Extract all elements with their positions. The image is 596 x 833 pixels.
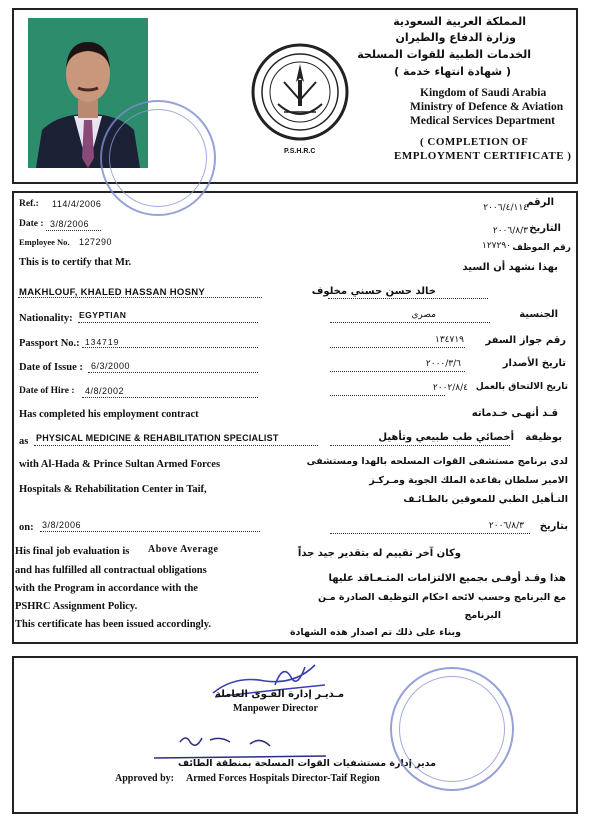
header-ar-line-1: المملكة العربية السعودية [393, 15, 526, 28]
ar-employee-label: رقم الموظف [512, 243, 571, 253]
evaluation-label: His final job evaluation is [15, 546, 130, 557]
ar-completed: قـد أنهـى خـدماته [471, 408, 558, 419]
ar-on-dots [330, 533, 530, 534]
name-dots [18, 297, 262, 298]
passport-value: 134719 [85, 337, 120, 347]
obligations-line-4: This certificate has been issued accordingly. [15, 619, 211, 630]
ar-program-1: لدى برنامج مستشفى القوات المسلحه بالهدا ومستشفى [306, 456, 568, 467]
ar-passport-dots [330, 347, 465, 348]
employee-no-value: 127290 [79, 237, 113, 247]
ar-program-3: التـأهيل الطبي للمعوقين بالطـائـف [403, 494, 568, 505]
pshrc-logo [248, 42, 352, 154]
position-dots [34, 445, 318, 446]
hospital-director-en: Armed Forces Hospitals Director-Taif Region [186, 773, 380, 784]
certify-text: This is to certify that Mr. [19, 257, 132, 268]
hire-value: 4/8/2002 [85, 386, 125, 396]
ar-issue-value: ٢٠٠٠/٣/٦ [425, 359, 461, 369]
ar-ref-value: ٢٠٠٦/٤/١١٤ [483, 203, 528, 213]
issue-dots [88, 372, 258, 373]
obligations-line-1: and has fulfilled all contractual obligations [15, 565, 207, 576]
ar-program-2: الامير سلطان بقاعدة الملك الجوية ومـركـز [369, 475, 568, 486]
header-en-line-2: Ministry of Defence & Aviation [410, 101, 564, 113]
approved-by-label: Approved by: [115, 773, 174, 784]
obligations-line-2: with the Program in accordance with the [15, 583, 198, 594]
header-en-line-5: EMPLOYMENT CERTIFICATE ) [394, 150, 572, 162]
header-en-line-1: Kingdom of Saudi Arabia [420, 87, 547, 99]
ar-date-label: التاريخ [529, 223, 561, 234]
ar-nationality-value: مصري [411, 310, 436, 320]
logo-caption: P.S.H.R.C [284, 148, 316, 155]
ar-job-value: أخصائي طب طبيعي وتأهيل [378, 432, 514, 443]
ar-obligations-3: البرنامج [464, 610, 501, 621]
passport-dots [82, 347, 258, 348]
evaluation-value: Above Average [148, 544, 219, 555]
hospital-line-2: Hospitals & Rehabilitation Center in Taif, [19, 484, 207, 495]
date-label: Date : [19, 219, 44, 229]
as-label: as [19, 436, 29, 447]
header-ar-line-4: ( شهادة انتهاء خدمة ) [394, 65, 511, 78]
ar-on-value: ٢٠٠٦/٨/٣ [488, 521, 524, 531]
passport-label: Passport No.: [19, 338, 80, 349]
ar-ref-label: الرقم [526, 197, 554, 208]
header-en-line-3: Medical Services Department [410, 115, 555, 127]
ref-label: Ref.: [19, 199, 39, 209]
obligations-line-3: PSHRC Assignment Policy. [15, 601, 138, 612]
name-en: MAKHLOUF, KHALED HASSAN HOSNY [19, 287, 206, 298]
on-label: on: [19, 522, 34, 533]
ar-employee-value: ١٢٧٢٩٠ [481, 241, 511, 251]
ar-passport-label: رقم جواز السفر [485, 335, 566, 346]
date-dots [46, 230, 101, 231]
ar-evaluation: وكان آخر تقييم له بتقدير جيد جداً [297, 548, 461, 559]
ar-job-dots [330, 445, 510, 446]
nationality-label: Nationality: [19, 313, 73, 324]
header-ar-line-3: الخدمات الطبية للقوات المسلحة [357, 48, 531, 61]
ar-on-label: بتاريخ [539, 521, 568, 532]
hire-dots [82, 397, 258, 398]
date-value: 3/8/2006 [50, 219, 90, 229]
ar-issue-dots [330, 371, 465, 372]
on-value: 3/8/2006 [42, 520, 82, 530]
ar-obligations-1: هذا وقـد أوفـى بجميع الالتزامات المتـعـاقد عليها [328, 573, 566, 584]
ar-hire-label: تاريخ الالتحاق بالعمل [475, 382, 568, 392]
hospital-line-1: with Al-Hada & Prince Sultan Armed Forces [19, 459, 221, 470]
header-ar-line-2: وزارة الدفاع والطيران [395, 31, 516, 44]
position-value: PHYSICAL MEDICINE & REHABILITATION SPECIALIST [36, 433, 279, 443]
official-stamp-top [100, 100, 216, 216]
ar-issue-label: تاريخ الأصدار [502, 358, 566, 369]
ar-obligations-2: مع البرنامج وحسب لائحه احكام التوظيف الصادرة مـن [317, 592, 566, 603]
ar-obligations-4: وبناء على ذلك تم اصدار هذه الشهادة [289, 627, 461, 638]
ar-name-dots [328, 298, 488, 299]
ar-hire-value: ٢٠٠٢/٨/٤ [432, 383, 468, 393]
ar-nationality-dots [330, 322, 490, 323]
completed-text: Has completed his employment contract [19, 409, 199, 420]
issue-value: 6/3/2000 [91, 361, 131, 371]
hire-label: Date of Hire : [19, 386, 75, 396]
ar-nationality-label: الجنسية [519, 309, 558, 320]
manpower-director-ar: مـديـر إدارة القـوى العاملة [215, 689, 345, 700]
ar-certify: بهذا نشهد أن السيد [462, 262, 558, 273]
issue-label: Date of Issue : [19, 362, 83, 373]
nationality-value: EGYPTIAN [79, 310, 127, 320]
ar-job-label: بوظيفة [525, 432, 562, 443]
ar-name: خالد حسن حسني مخلوف [311, 286, 436, 297]
ar-passport-value: ١٣٤٧١٩ [434, 335, 464, 345]
employee-no-label: Employee No. [19, 237, 70, 247]
ar-date-value: ٢٠٠٦/٨/٣ [492, 226, 528, 236]
on-dots [40, 531, 260, 532]
header-en-line-4: ( COMPLETION OF [420, 136, 529, 148]
hospital-director-ar: مدير إدارة مستشفيات القوات المسلحة بمنطقة الطائف [178, 758, 437, 769]
ref-value: 114/4/2006 [52, 199, 102, 209]
ar-hire-dots [330, 395, 445, 396]
nationality-dots [78, 322, 258, 323]
manpower-director-en: Manpower Director [233, 703, 318, 714]
official-stamp-bottom [390, 667, 514, 791]
